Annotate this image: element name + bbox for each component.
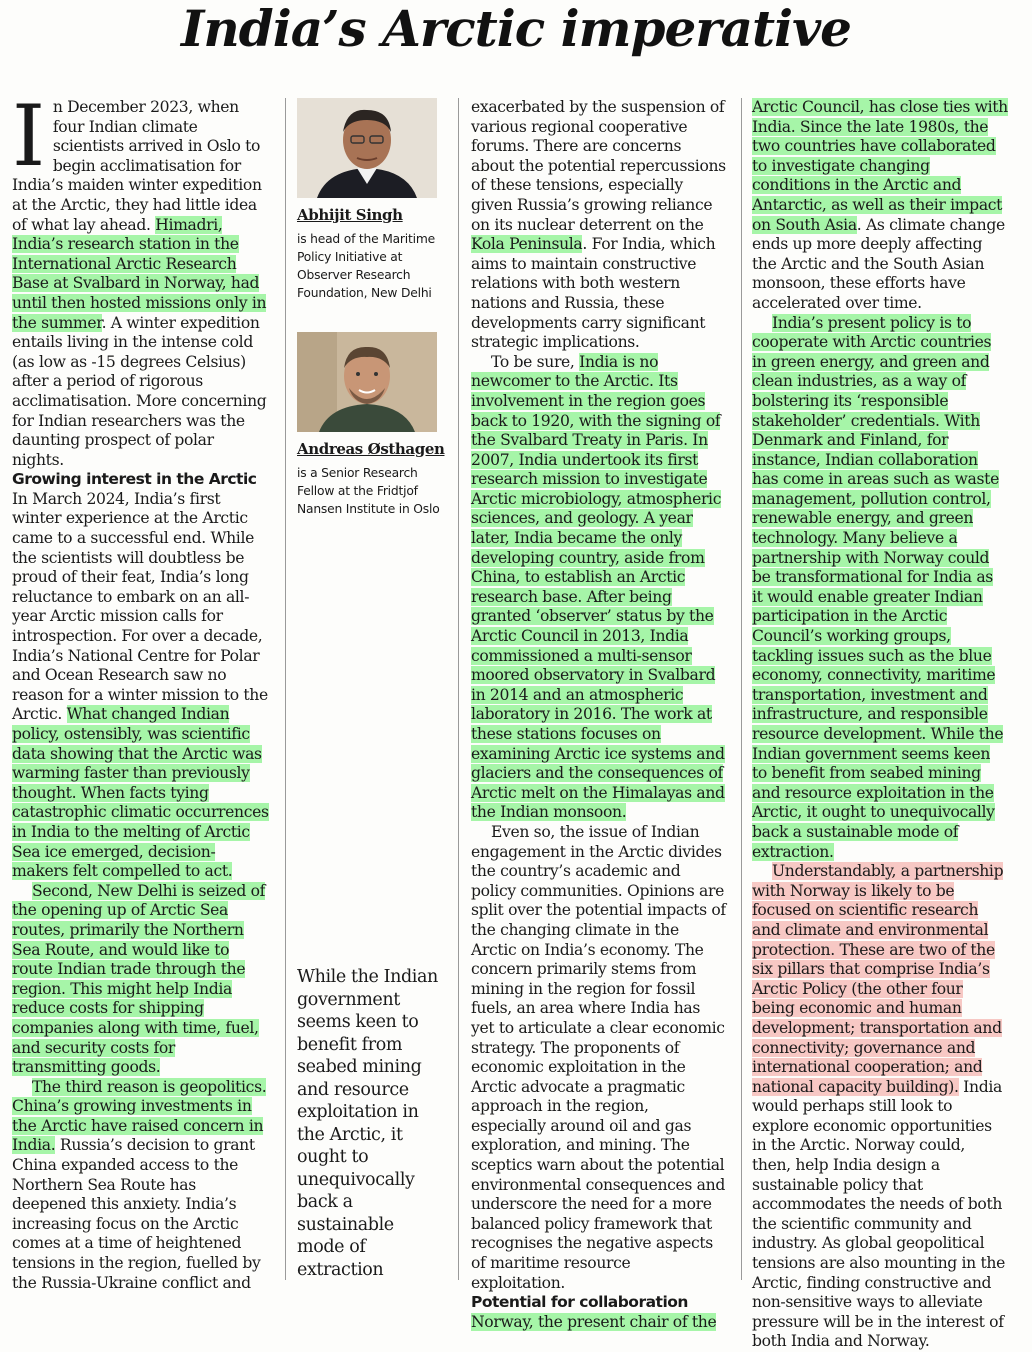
paragraph <box>752 98 1008 314</box>
author-name: Abhijit Singh <box>297 206 403 224</box>
author-bio: is a Senior Research Fellow at the Fridtjof Nansen Institute in Oslo <box>297 466 440 516</box>
highlighted-text: What changed Indian policy, ostensibly, was scientific data showing that the Arctic was warming faster than previously thought. When facts tying catastrophic climatic occurrences in India to the melting of Arctic Sea ice emerged, decision-makers felt compelled to act. <box>12 705 269 881</box>
text-span: . As climate change ends up more deeply affecting the Arctic and the South Asian monsoon, these efforts have accelerated over time. <box>752 215 1005 312</box>
subheading: Potential for collaboration <box>471 1293 688 1312</box>
highlighted-text: Kola Peninsula <box>471 235 583 254</box>
text-span: To be sure, <box>491 352 580 371</box>
highlighted-text: Norway, the present chair of the <box>471 1312 717 1331</box>
paragraph <box>12 882 270 1078</box>
paragraph <box>12 490 270 882</box>
column-rule <box>285 98 286 1280</box>
paragraph <box>752 314 1008 863</box>
column-rule <box>741 98 742 1280</box>
paragraph <box>471 353 727 823</box>
paragraph <box>12 87 270 470</box>
text-span: exacerbated by the suspension of various regional cooperative forums. There are concerns about the potential repercussions of these tensions, especially given Russia’s growing reliance on its nuclear deterrent on the <box>471 98 726 234</box>
paragraph <box>471 1313 727 1333</box>
text-span: . A winter expedition entails living in the intense cold (as low as -15 degrees Celsius) after a period of rigorous acclimatisation. More concerning for Indian researchers was the daunting prospect of polar nights. <box>12 313 267 469</box>
headline: India’s Arctic imperative <box>181 0 851 58</box>
text-span: In March 2024, India’s first winter experience at the Arctic came to a successful end. While the scientists will doubtless be proud of their feat, India’s long reluctance to embark on an all-year Arctic mission calls for introspection. For over a decade, India’s National Centre for Polar and Ocean Research saw no reason for a winter mission to the Arctic. <box>12 489 268 724</box>
paragraph <box>12 1078 270 1294</box>
text-span: . For India, which aims to maintain constructive relations with both western nations and Russia, these developments carry significant strategic implications. <box>471 235 716 352</box>
paragraph: Even so, the issue of Indian engagement in the Arctic divides the country’s academic and policy communities. Opinions are split over the potential impacts of the changing climate in the Arctic on India’s economy. The concern primarily stems from mining in the region for fossil fuels, an area where India has yet to articulate a clear economic strategy. The proponents of economic exploitation in the Arctic advocate a pragmatic approach in the region, especially around oil and gas exploration, and mining. The sceptics warn about the potential environmental consequences and underscore the need for a more balanced policy framework that recognises the negative aspects of maritime resource exploitation. <box>471 822 726 1292</box>
paragraph <box>752 862 1008 1352</box>
pull-quote: While the Indian government seems keen to benefit from seabed mining and resource exploitation in the Arctic, it ought to unequivocally back a sustainable mode of extraction <box>297 967 438 1280</box>
highlighted-text: India’s present policy is to cooperate with Arctic countries in green energy, and green and clean industries, as a way of bolstering its ‘responsible stakeholder’ credentials. With Denmark and Finland, for instance, Indian collaboration has come in areas such as waste management, pollution control, renewable energy, and green technology. Many believe a partnership with Norway could be transformational for India as it would enable greater Indian participation in the Arctic Council’s working groups, tackling issues such as the blue economy, connectivity, maritime transportation, investment and infrastructure, and responsible resource development. While the Indian government seems keen to benefit from seabed mining and resource exploitation in the Arctic, it ought to unequivocally back a sustainable mode of extraction. <box>752 313 1004 861</box>
author-bio: is head of the Maritime Policy Initiative at Observer Research Foundation, New Delhi <box>297 232 435 300</box>
drop-cap: I <box>12 87 45 185</box>
column-rule <box>458 98 459 1280</box>
subheading: Growing interest in the Arctic <box>12 470 257 489</box>
article-column-3 <box>471 98 727 1331</box>
highlighted-text: The third reason is geopolitics. China’s growing investments in the Arctic have raised concern in India. <box>12 1077 267 1155</box>
author-photo-andreas-osthagen <box>297 332 437 432</box>
text-span: n December 2023, when four Indian climate scientists arrived in Oslo to begin acclimatisation for India’s maiden winter expedition at the Arctic, they had little idea of what lay ahead. <box>12 98 262 234</box>
text-span: India would perhaps still look to explore economic opportunities in the Arctic. Norway could, then, help India design a sustainable policy that accommodates the needs of both the scientific community and industry. As global geopolitical tensions are also mounting in the Arctic, finding constructive and non-sensitive ways to alleviate pressure will be in the interest of both India and Norway. <box>752 1077 1005 1351</box>
author-photo-abhijit-singh <box>297 98 437 198</box>
article-column-4 <box>752 98 1008 1351</box>
highlighted-text-red: Understandably, a partnership with Norway is likely to be focused on scientific research and climate and environmental protection. These are two of the six pillars that comprise India’s Arctic Policy (the other four being economic and human development; transportation and connectivity; governance and international cooperation; and national capacity building). <box>752 862 1004 1096</box>
author-name: Andreas Østhagen <box>297 440 445 458</box>
highlighted-text: Himadri, India’s research station in the International Arctic Research Base at Svalbard in Norway, had until then hosted missions only in the summer <box>12 215 267 332</box>
highlighted-text: India is no newcomer to the Arctic. Its involvement in the region goes back to 1920, with the signing of the Svalbard Treaty in Paris. In 2007, India undertook its first research mission to investigate Arctic microbiology, atmospheric sciences, and geology. A year later, India became the only developing country, aside from China, to establish an Arctic research base. After being granted ‘observer’ status by the Arctic Council in 2013, India commissioned a multi-sensor moored observatory in Svalbard in 2014 and an atmospheric laboratory in 2016. The work at these stations focuses on examining Arctic ice systems and glaciers and the consequences of Arctic melt on the Himalayas and the Indian monsoon. <box>471 352 725 822</box>
text-span: Russia’s decision to grant China expanded access to the Northern Sea Route has deepened this anxiety. India’s increasing focus on the Arctic comes at a time of heightened tensions in the region, fuelled by the Russia-Ukraine conflict and <box>12 1136 261 1292</box>
highlighted-text: Second, New Delhi is seized of the opening up of Arctic Sea routes, primarily the Northern Sea Route, and would like to route Indian trade through the region. This might help India reduce costs for shipping companies along with time, fuel, and security costs for transmitting goods. <box>12 881 266 1077</box>
paragraph <box>471 98 727 353</box>
article-column-1 <box>12 87 270 1292</box>
author-column <box>297 98 447 1280</box>
highlighted-text: Arctic Council, has close ties with India. Since the late 1980s, the two countries have collaborated to investigate changing conditions in the Arctic and Antarctic, as well as their impact on South Asia <box>752 98 1008 234</box>
